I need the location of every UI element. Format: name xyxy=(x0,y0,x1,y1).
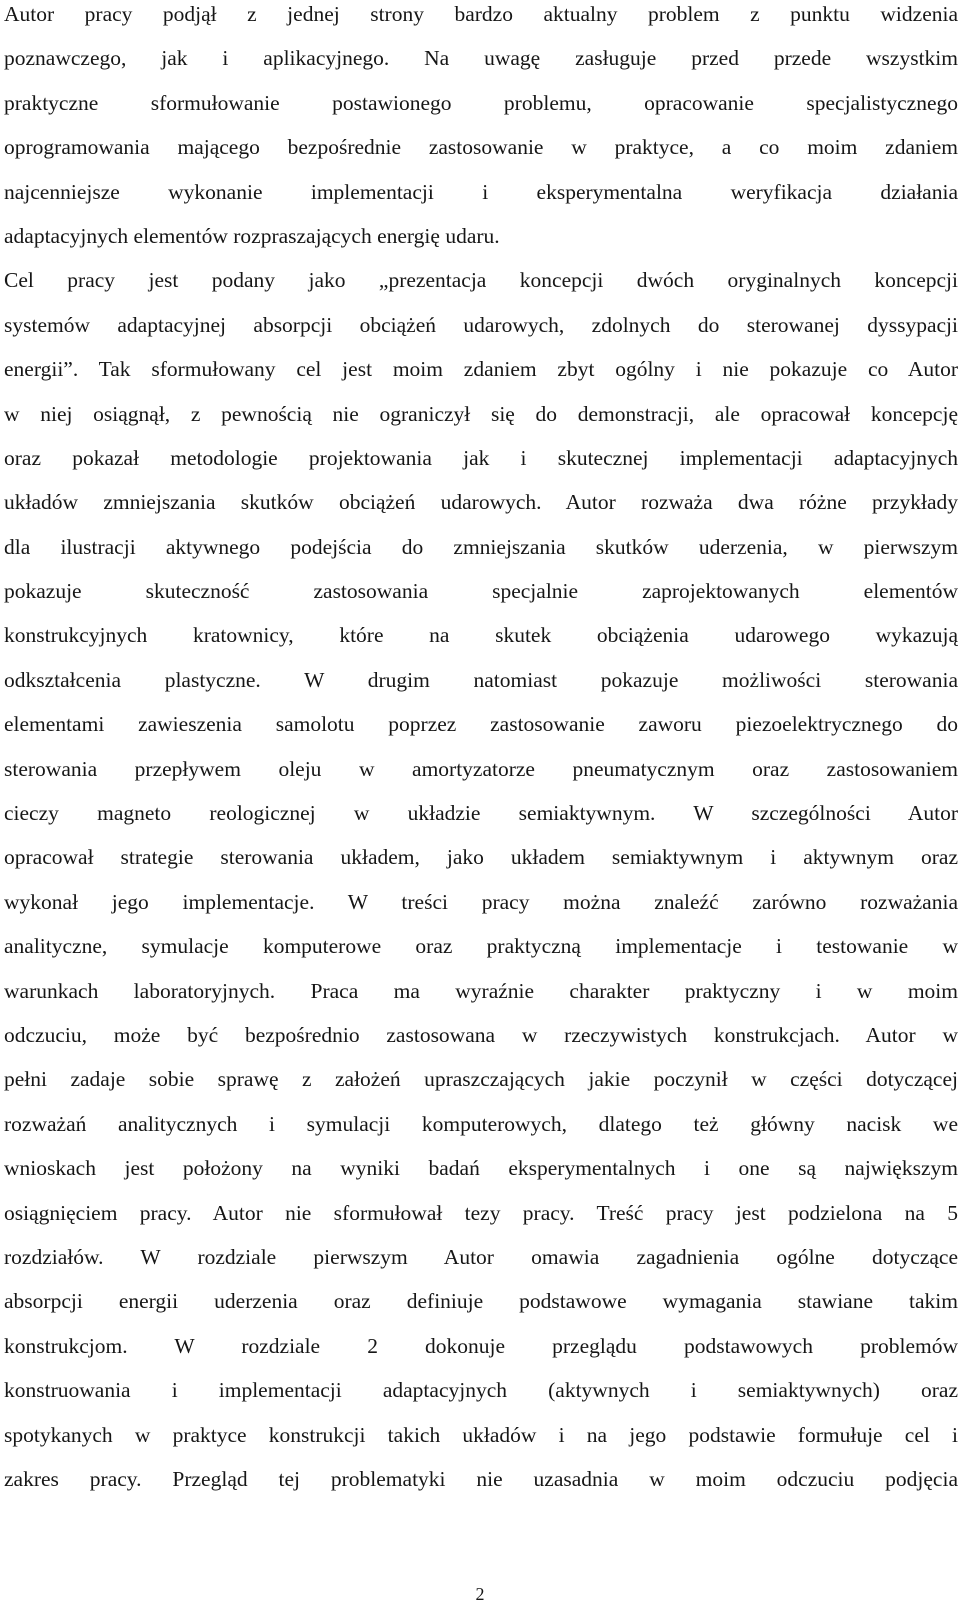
text-line: dla ilustracji aktywnego podejścia do zmniejszania skutków uderzenia, w pierwszym xyxy=(4,534,958,559)
text-line: odczuciu, może być bezpośrednio zastosowana w rzeczywistych konstrukcjach. Autor w xyxy=(4,1022,958,1047)
text-line: konstrukcyjnych kratownicy, które na skutek obciążenia udarowego wykazują xyxy=(4,623,958,648)
body-text xyxy=(4,0,958,1509)
text-line: osiągnięciem pracy. Autor nie sformułował tezy pracy. Treść pracy jest podzielona na 5 xyxy=(4,1200,958,1225)
text-line: adaptacyjnych elementów rozpraszających energię udaru. xyxy=(4,223,500,248)
text-line: Cel pracy jest podany jako „prezentacja koncepcji dwóch oryginalnych koncepcji xyxy=(4,268,958,293)
text-line: rozważań analitycznych i symulacji komputerowych, dlatego też główny nacisk we xyxy=(4,1111,958,1136)
text-line: warunkach laboratoryjnych. Praca ma wyraźnie charakter praktyczny i w moim xyxy=(4,978,958,1003)
text-line: praktyczne sformułowanie postawionego problemu, opracowanie specjalistycznego xyxy=(4,90,958,115)
text-line: oprogramowania mającego bezpośrednie zastosowanie w praktyce, a co moim zdaniem xyxy=(4,135,958,160)
text-line: poznawczego, jak i aplikacyjnego. Na uwagę zasługuje przed przede wszystkim xyxy=(4,46,958,71)
text-line: sterowania przepływem oleju w amortyzatorze pneumatycznym oraz zastosowaniem xyxy=(4,756,958,781)
text-line: wnioskach jest położony na wyniki badań eksperymentalnych i one są największym xyxy=(4,1156,958,1181)
text-line: pokazuje skuteczność zastosowania specjalnie zaprojektowanych elementów xyxy=(4,579,958,604)
text-line: absorpcji energii uderzenia oraz definiuje podstawowe wymagania stawiane takim xyxy=(4,1289,958,1314)
text-line: systemów adaptacyjnej absorpcji obciążeń udarowych, zdolnych do sterowanej dyssypacji xyxy=(4,312,958,337)
text-line: konstrukcjom. W rozdziale 2 dokonuje przeglądu podstawowych problemów xyxy=(4,1333,958,1358)
text-line: cieczy magneto reologicznej w układzie semiaktywnym. W szczególności Autor xyxy=(4,801,958,826)
text-line: opracował strategie sterowania układem, jako układem semiaktywnym i aktywnym oraz xyxy=(4,845,958,870)
text-line: najcenniejsze wykonanie implementacji i eksperymentalna weryfikacja działania xyxy=(4,179,958,204)
text-line: rozdziałów. W rozdziale pierwszym Autor omawia zagadnienia ogólne dotyczące xyxy=(4,1244,958,1269)
text-line: oraz pokazał metodologie projektowania jak i skutecznej implementacji adaptacyjnych xyxy=(4,445,958,470)
text-line: zakres pracy. Przegląd tej problematyki nie uzasadnia w moim odczuciu podjęcia xyxy=(4,1466,958,1491)
page-number: 2 xyxy=(475,1584,485,1604)
text-line: elementami zawieszenia samolotu poprzez zastosowanie zaworu piezoelektrycznego do xyxy=(4,712,958,737)
text-line: analityczne, symulacje komputerowe oraz praktyczną implementacje i testowanie w xyxy=(4,934,958,959)
text-line: konstruowania i implementacji adaptacyjnych (aktywnych i semiaktywnych) oraz xyxy=(4,1378,958,1403)
text-line: wykonał jego implementacje. W treści pracy można znaleźć zarówno rozważania xyxy=(4,889,958,914)
text-line: Autor pracy podjął z jednej strony bardzo aktualny problem z punktu widzenia xyxy=(4,2,958,26)
text-line: w niej osiągnął, z pewnością nie ograniczył się do demonstracji, ale opracował koncepcję xyxy=(4,401,958,426)
text-line: spotykanych w praktyce konstrukcji takich układów i na jego podstawie formułuje cel i xyxy=(4,1422,958,1447)
text-line: energii”. Tak sformułowany cel jest moim zdaniem zbyt ogólny i nie pokazuje co Autor xyxy=(4,357,958,382)
text-line: odkształcenia plastyczne. W drugim natomiast pokazuje możliwości sterowania xyxy=(4,667,958,692)
text-line: pełni zadaje sobie sprawę z założeń upraszczających jakie poczynił w części dotyczącej xyxy=(4,1067,958,1092)
text-line: układów zmniejszania skutków obciążeń udarowych. Autor rozważa dwa różne przykłady xyxy=(4,490,958,515)
